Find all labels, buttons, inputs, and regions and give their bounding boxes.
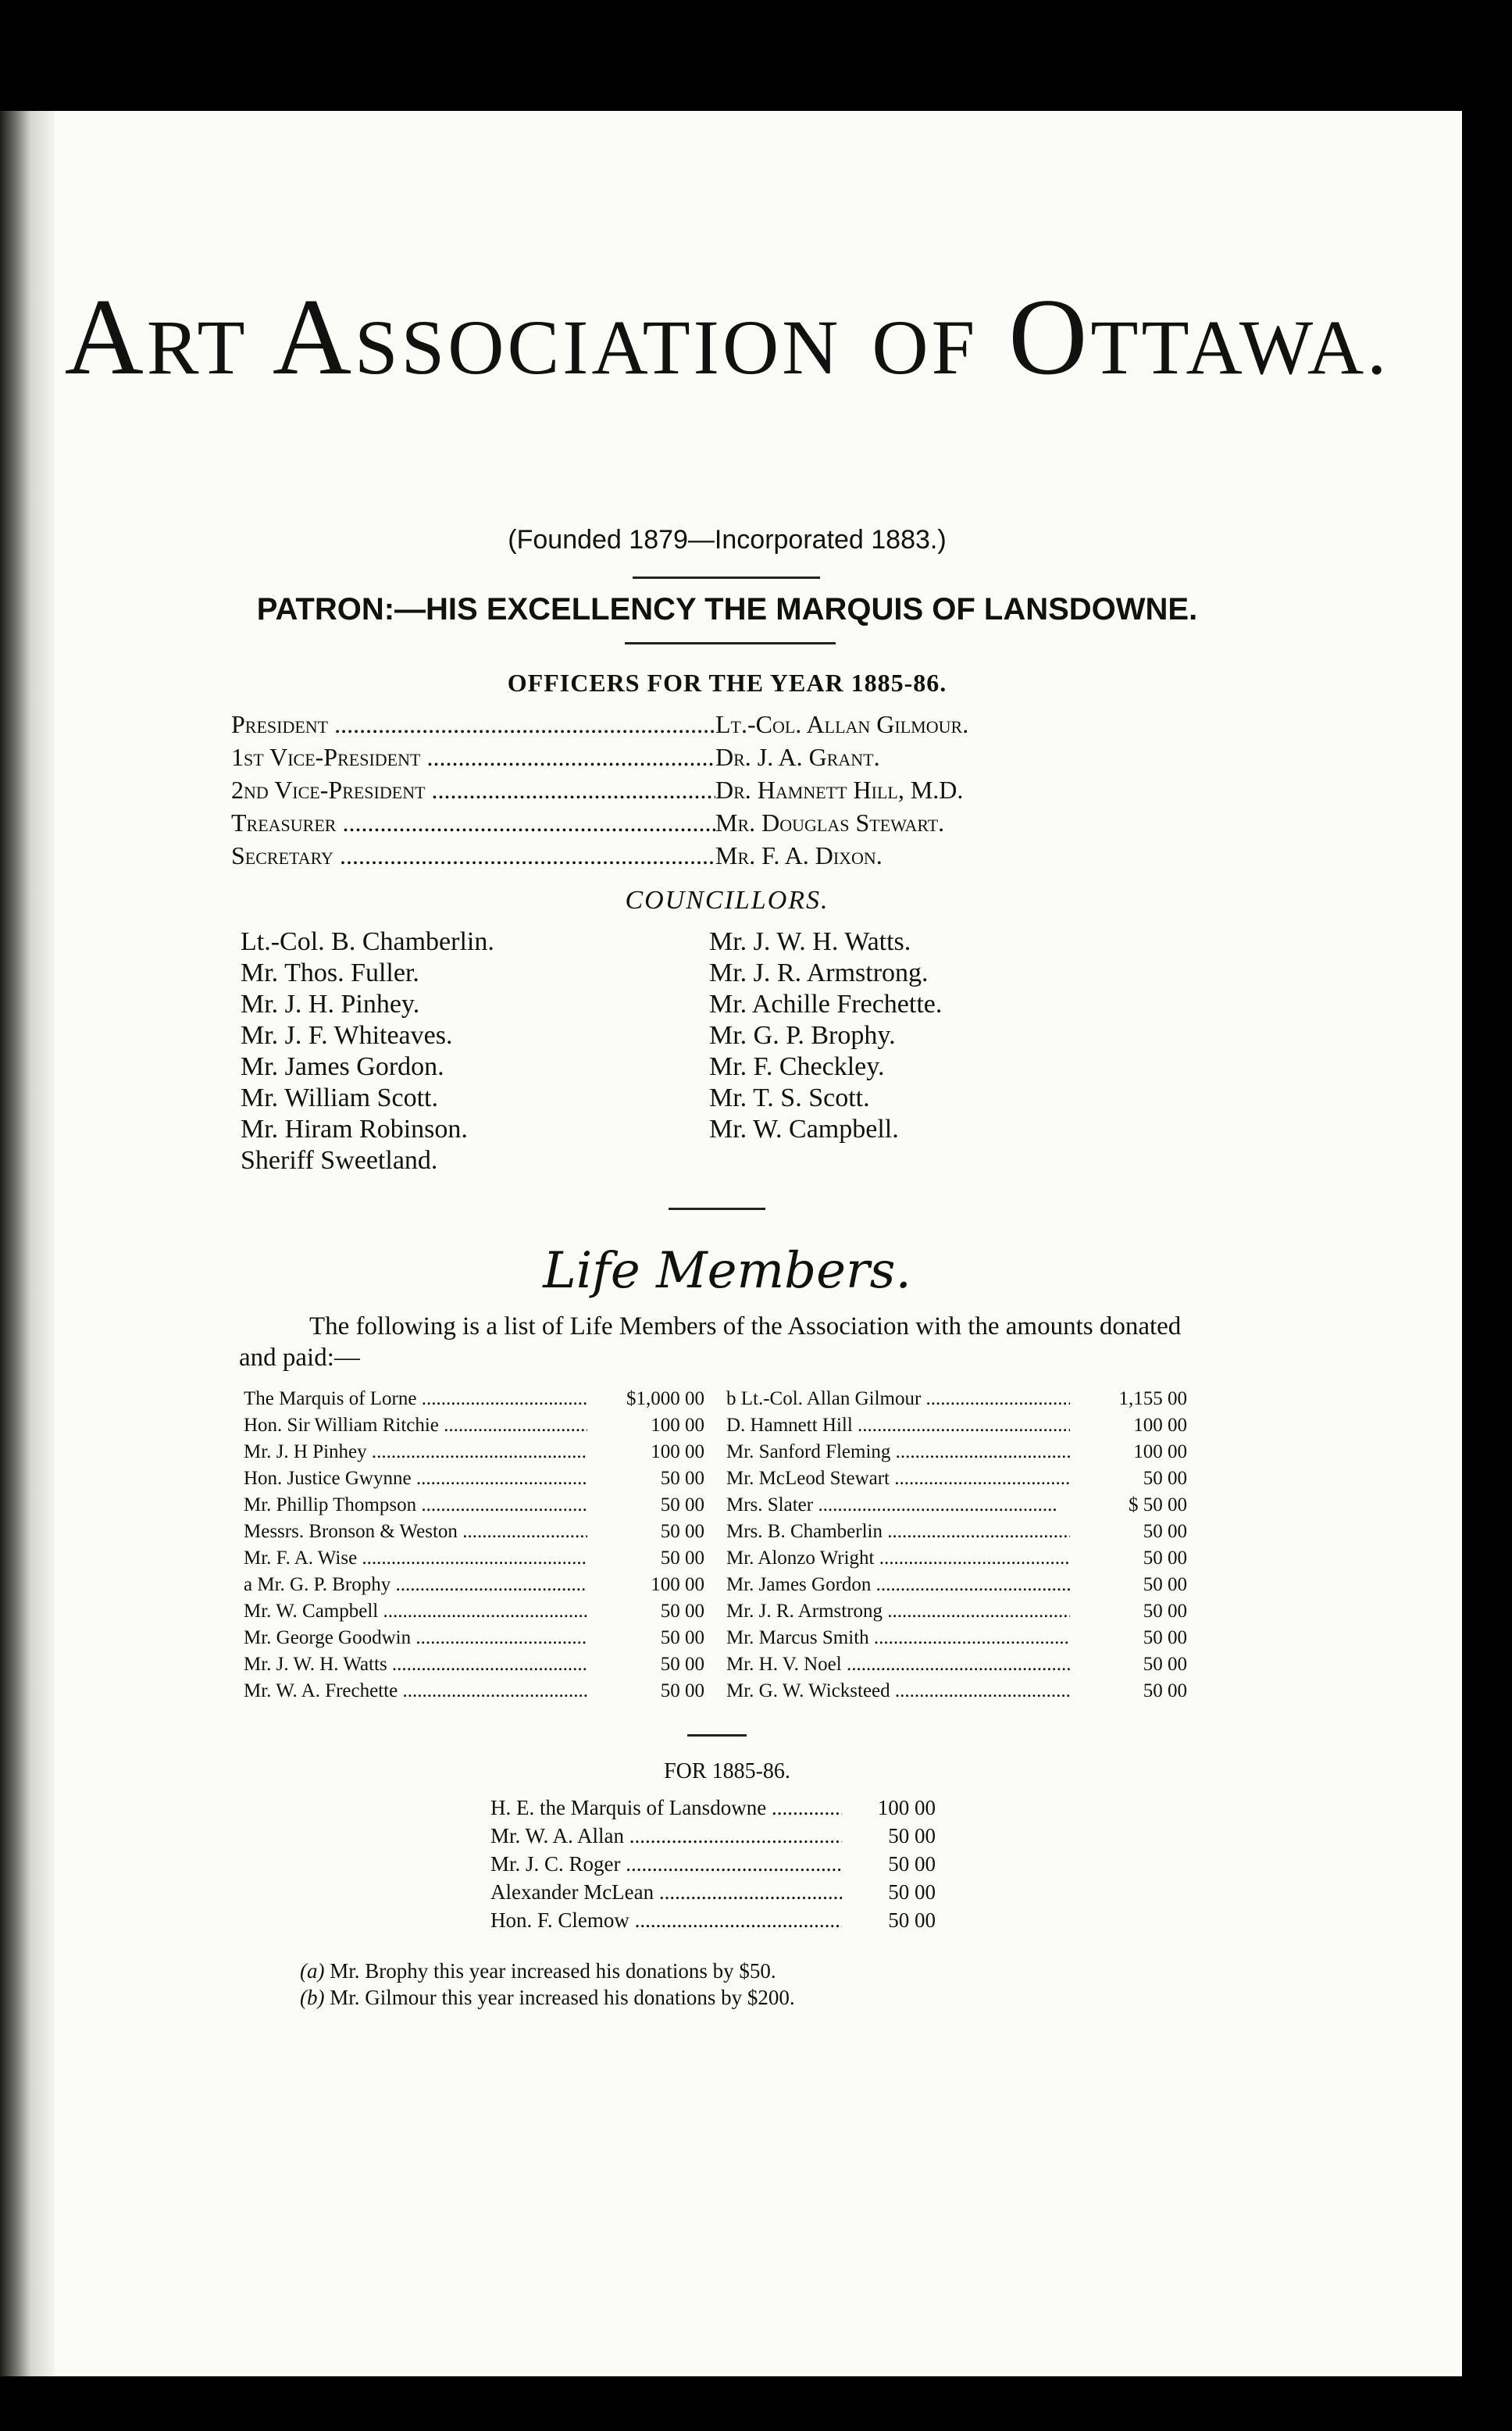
councillor: Mr. W. Campbell.	[709, 1115, 899, 1144]
officer-row: Treasurer ..... Mr. Douglas Stewart.	[231, 806, 1106, 839]
councillor: Lt.-Col. B. Chamberlin.	[241, 927, 494, 956]
divider	[625, 642, 836, 644]
list-item: Mr. J. W. H. Watts ..... 50 00	[244, 1651, 704, 1678]
councillor: Mr. F. Checkley.	[709, 1052, 885, 1081]
list-item: Mr. Sanford Fleming ..... 100 00	[726, 1439, 1187, 1465]
list-item: Mrs. B. Chamberlin ..... 50 00	[726, 1519, 1187, 1545]
list-item: Hon. Sir William Ritchie ..... 100 00	[244, 1412, 704, 1439]
list-item: Hon. F. Clemow ..... 50 00	[490, 1906, 936, 1934]
list-item: Mr. W. A. Frechette ..... 50 00	[244, 1678, 704, 1705]
councillor: Mr. T. S. Scott.	[709, 1083, 870, 1112]
councillor: Mr. J. W. H. Watts.	[709, 927, 911, 956]
divider	[687, 1734, 747, 1737]
councillors-right	[709, 926, 942, 1145]
officer-row: President ..... Lt.-Col. Allan Gilmour.	[231, 708, 1106, 741]
councillor: Mr. J. H. Pinhey.	[241, 990, 420, 1019]
life-members-left	[244, 1386, 704, 1705]
list-item: Mr. Marcus Smith ..... 50 00	[726, 1625, 1187, 1651]
list-item: Mr. G. W. Wicksteed ..... 50 00	[726, 1678, 1187, 1705]
councillor: Mr. Hiram Robinson.	[241, 1115, 468, 1144]
officer-row: 1st Vice-President ..... Dr. J. A. Grant.	[231, 741, 1106, 773]
divider	[633, 577, 820, 579]
officers-heading: OFFICERS FOR THE YEAR 1885-86.	[507, 669, 947, 697]
for-year-list	[490, 1794, 936, 1934]
councillor: Mr. William Scott.	[241, 1083, 439, 1112]
list-item: Mr. McLeod Stewart ..... 50 00	[726, 1465, 1187, 1492]
councillor: Mr. J. R. Armstrong.	[709, 958, 929, 987]
list-item: H. E. the Marquis of Lansdowne ..... 100 00	[490, 1794, 936, 1822]
footnotes	[300, 1958, 795, 2011]
officers-list	[231, 708, 1106, 872]
list-item: Mr. Alonzo Wright ..... 50 00	[726, 1545, 1187, 1572]
life-members-intro: The following is a list of Life Members of the Association with the amounts donated and paid:—	[239, 1312, 1182, 1372]
list-item: b Lt.-Col. Allan Gilmour ..... 1,155 00	[726, 1386, 1187, 1412]
footnote: (b) Mr. Gilmour this year increased his donations by $200.	[300, 1986, 795, 2009]
list-item: a Mr. G. P. Brophy ..... 100 00	[244, 1572, 704, 1598]
officer-row: 2nd Vice-President ..... Dr. Hamnett Hill, M.D.	[231, 773, 1106, 806]
councillor: Sheriff Sweetland.	[241, 1146, 438, 1175]
councillors-heading: COUNCILLORS.	[625, 886, 829, 915]
list-item: The Marquis of Lorne ..... $1,000 00	[244, 1386, 704, 1412]
list-item: D. Hamnett Hill ..... 100 00	[726, 1412, 1187, 1439]
list-item: Mr. James Gordon ..... 50 00	[726, 1572, 1187, 1598]
list-item: Mr. J. C. Roger ..... 50 00	[490, 1850, 936, 1878]
officer-row: Secretary ..... Mr. F. A. Dixon.	[231, 839, 1106, 872]
list-item: Hon. Justice Gwynne ..... 50 00	[244, 1465, 704, 1492]
list-item: Mr. H. V. Noel ..... 50 00	[726, 1651, 1187, 1678]
list-item: Mr. Phillip Thompson ..... 50 00	[244, 1492, 704, 1519]
list-item: Messrs. Bronson & Weston ..... 50 00	[244, 1519, 704, 1545]
life-members-right	[726, 1386, 1187, 1705]
councillor: Mr. Achille Frechette.	[709, 990, 943, 1019]
councillor: Mr. James Gordon.	[241, 1052, 444, 1081]
life-members-heading: Life Members.	[543, 1242, 911, 1300]
list-item: Mr. George Goodwin ..... 50 00	[244, 1625, 704, 1651]
for-year-heading: FOR 1885-86.	[664, 1759, 790, 1783]
councillor: Mr. Thos. Fuller.	[241, 958, 419, 987]
councillor: Mr. J. F. Whiteaves.	[241, 1021, 453, 1050]
councillor: Mr. G. P. Brophy.	[709, 1021, 896, 1050]
patron-line: PATRON:—HIS EXCELLENCY THE MARQUIS OF LANSDOWNE.	[256, 592, 1198, 626]
list-item: Mr. W. A. Allan ..... 50 00	[490, 1822, 936, 1850]
list-item: Mr. J. R. Armstrong ..... 50 00	[726, 1598, 1187, 1625]
list-item: Alexander McLean ..... 50 00	[490, 1878, 936, 1906]
founded-line: (Founded 1879—Incorporated 1883.)	[508, 525, 947, 555]
divider	[669, 1208, 765, 1210]
list-item: Mr. J. H Pinhey ..... 100 00	[244, 1439, 704, 1465]
councillors-left	[241, 926, 494, 1176]
list-item: Mr. W. Campbell ..... 50 00	[244, 1598, 704, 1625]
list-item: Mr. F. A. Wise ..... 50 00	[244, 1545, 704, 1572]
footnote: (a) Mr. Brophy this year increased his donations by $50.	[300, 1959, 776, 1983]
list-item: Mrs. Slater ..... $ 50 00	[726, 1492, 1187, 1519]
page-title: ART ASSOCIATION OF OTTAWA.	[64, 277, 1390, 398]
